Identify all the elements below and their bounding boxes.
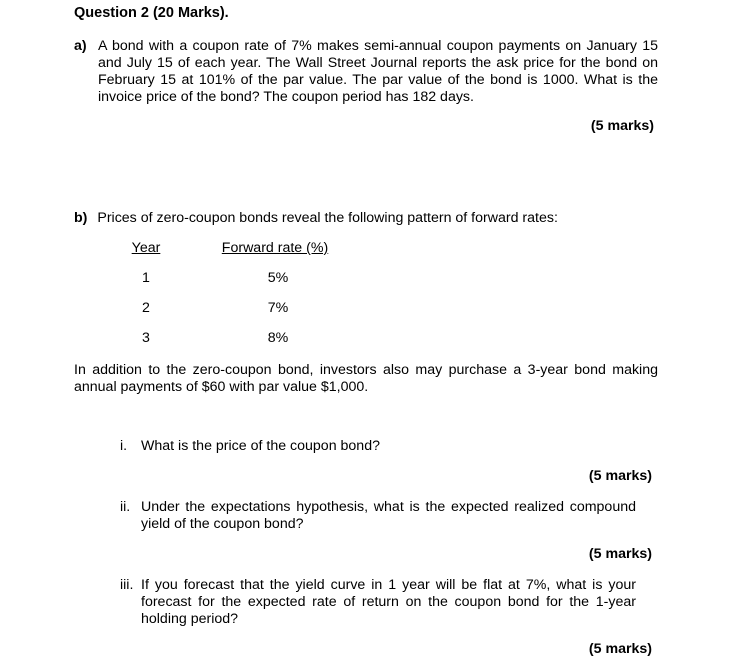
part-b-intro xyxy=(74,210,558,226)
subquestion-number: iii. xyxy=(120,577,134,593)
table-cell-year: 2 xyxy=(142,300,150,316)
part-b-intro-text: Prices of zero-coupon bonds reveal the following pattern of forward rates: xyxy=(97,210,558,226)
part-a-label: a) xyxy=(74,38,87,54)
subquestion-iii xyxy=(120,577,636,628)
table-header-forward-rate: Forward rate (%) xyxy=(221,240,329,256)
subquestion-ii xyxy=(120,499,636,533)
table-cell-rate: 7% xyxy=(267,300,289,316)
part-a-text: A bond with a coupon rate of 7% makes semi-annual coupon payments on January 15 and July 15 of each year. The Wall Street Journal reports the ask price for the bond on February 15 at 101% of the par value. The par value of the bond is 1000. What is the invoice price of the bond? The coupon period has 182 days. xyxy=(98,38,658,105)
subquestion-iii-marks: (5 marks) xyxy=(588,641,652,657)
subquestion-text: Under the expectations hypothesis, what is the expected realized compound yield of the coupon bond? xyxy=(141,499,636,532)
part-a xyxy=(74,38,658,106)
table-header-year: Year xyxy=(131,240,161,256)
subquestion-text: What is the price of the coupon bond? xyxy=(141,438,380,454)
table-cell-year: 3 xyxy=(142,330,150,346)
subquestion-i xyxy=(120,438,636,455)
part-b-label: b) xyxy=(74,210,88,226)
subquestion-i-marks: (5 marks) xyxy=(588,468,652,484)
part-a-marks: (5 marks) xyxy=(590,118,654,134)
subquestion-number: i. xyxy=(120,438,128,454)
question-title: Question 2 (20 Marks). xyxy=(74,5,229,21)
subquestion-text: If you forecast that the yield curve in 1 year will be flat at 7%, what is your forecast for the expected rate of return on the coupon bond for the 1-year holding period? xyxy=(141,577,636,627)
table-cell-year: 1 xyxy=(142,270,150,286)
part-b-additional: In addition to the zero-coupon bond, investors also may purchase a 3-year bond making annual payments of $60 with par value $1,000. xyxy=(74,362,658,395)
table-cell-rate: 5% xyxy=(267,270,289,286)
subquestion-ii-marks: (5 marks) xyxy=(588,546,652,562)
table-cell-rate: 8% xyxy=(267,330,289,346)
subquestion-number: ii. xyxy=(120,499,131,515)
